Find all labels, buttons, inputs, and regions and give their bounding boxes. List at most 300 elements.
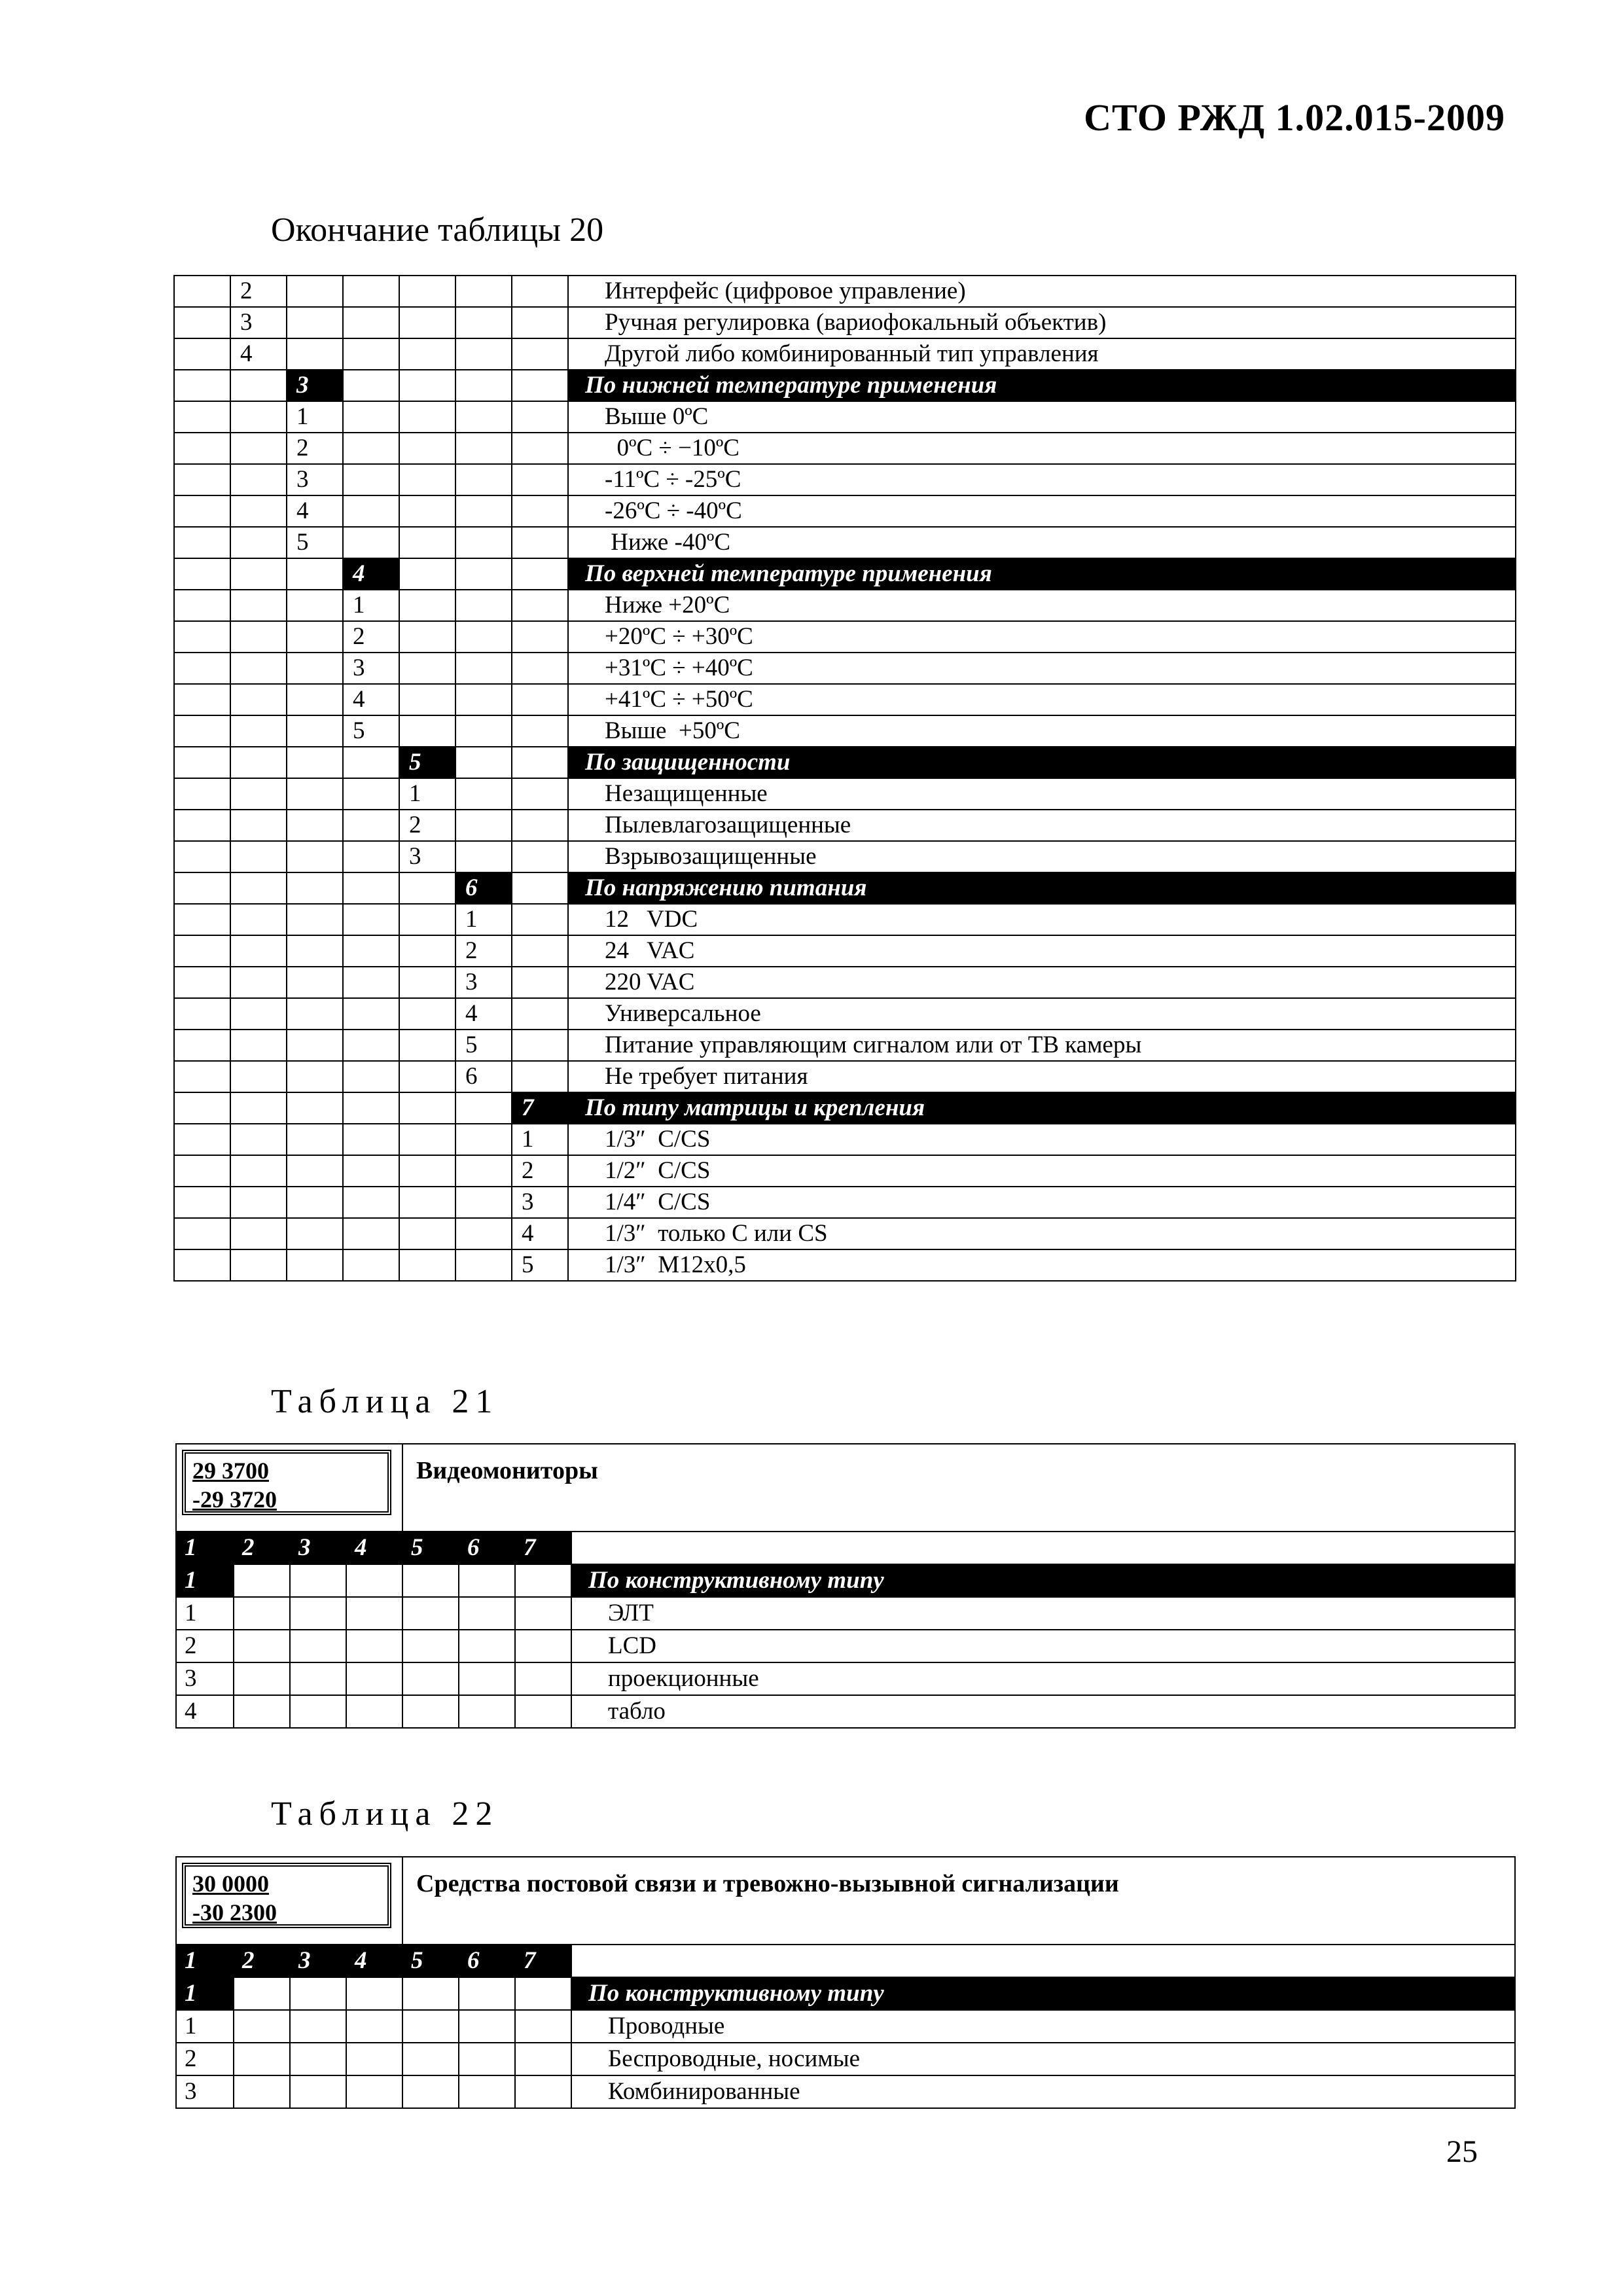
table-section-row — [174, 1092, 1516, 1124]
empty-cell — [512, 904, 568, 935]
code-cell: 3 — [512, 1187, 568, 1218]
table-row — [174, 904, 1516, 935]
empty-cell — [512, 433, 568, 464]
empty-cell — [343, 998, 399, 1030]
table21 — [175, 1443, 1516, 1729]
empty-cell — [455, 558, 512, 590]
code-cell: 3 — [230, 307, 287, 338]
empty-cell — [343, 370, 399, 401]
empty-cell — [234, 1564, 290, 1597]
empty-cell — [459, 1564, 515, 1597]
empty-cell — [515, 1630, 571, 1662]
empty-cell — [230, 778, 287, 810]
table22-code-box — [182, 1863, 391, 1928]
section-title: По верхней температуре применения — [568, 558, 1516, 590]
empty-cell — [512, 276, 568, 307]
code-cell: 3 — [399, 841, 455, 872]
empty-cell — [346, 2043, 402, 2075]
empty-cell — [287, 1061, 343, 1092]
description-cell: Беспроводные, носимые — [571, 2043, 1515, 2075]
empty-cell — [346, 2075, 402, 2108]
empty-cell — [174, 433, 230, 464]
empty-cell — [459, 1977, 515, 2010]
empty-cell — [174, 1124, 230, 1155]
empty-cell — [174, 998, 230, 1030]
empty-cell — [230, 967, 287, 998]
empty-cell — [455, 715, 512, 747]
empty-cell — [512, 307, 568, 338]
empty-cell — [455, 307, 512, 338]
description-cell: 24 VAC — [568, 935, 1516, 967]
code-cell: 1 — [512, 1124, 568, 1155]
empty-cell — [455, 527, 512, 558]
table-row — [174, 1124, 1516, 1155]
table-row — [176, 1662, 1515, 1695]
empty-cell — [402, 1564, 459, 1597]
column-number: 7 — [515, 1945, 571, 1977]
column-number: 3 — [290, 1945, 346, 1977]
empty-cell — [287, 558, 343, 590]
empty-cell — [571, 1945, 1515, 1977]
empty-cell — [455, 1124, 512, 1155]
table20-caption: Окончание таблицы 20 — [271, 211, 604, 249]
column-number: 7 — [515, 1532, 571, 1564]
empty-cell — [512, 558, 568, 590]
empty-cell — [174, 684, 230, 715]
empty-cell — [287, 904, 343, 935]
description-cell: Пылевлагозащищенные — [568, 810, 1516, 841]
empty-cell — [399, 967, 455, 998]
empty-cell — [512, 778, 568, 810]
table-row — [174, 527, 1516, 558]
description-cell: Ниже +20ºC — [568, 590, 1516, 621]
empty-cell — [230, 747, 287, 778]
column-number: 6 — [459, 1532, 515, 1564]
empty-cell — [287, 935, 343, 967]
empty-cell — [174, 370, 230, 401]
empty-cell — [402, 1597, 459, 1630]
empty-cell — [399, 872, 455, 904]
empty-cell — [343, 1155, 399, 1187]
empty-cell — [287, 338, 343, 370]
empty-cell — [399, 433, 455, 464]
empty-cell — [512, 841, 568, 872]
empty-cell — [174, 558, 230, 590]
empty-cell — [399, 1218, 455, 1249]
empty-cell — [290, 1662, 346, 1695]
empty-cell — [343, 872, 399, 904]
table-section-row — [174, 370, 1516, 401]
empty-cell — [455, 338, 512, 370]
empty-cell — [399, 401, 455, 433]
empty-cell — [402, 1695, 459, 1728]
empty-cell — [343, 904, 399, 935]
empty-cell — [402, 2010, 459, 2043]
table-section-row — [176, 1564, 1515, 1597]
empty-cell — [174, 1030, 230, 1061]
description-cell: Незащищенные — [568, 778, 1516, 810]
description-cell: ЭЛТ — [571, 1597, 1515, 1630]
table-row — [174, 653, 1516, 684]
empty-cell — [287, 1124, 343, 1155]
description-cell: 1/3″ C/CS — [568, 1124, 1516, 1155]
table-row — [174, 433, 1516, 464]
table-row — [174, 841, 1516, 872]
empty-cell — [287, 1155, 343, 1187]
section-title: По типу матрицы и крепления — [568, 1092, 1516, 1124]
description-cell: +31ºC ÷ +40ºC — [568, 653, 1516, 684]
table-row — [174, 1155, 1516, 1187]
empty-cell — [399, 307, 455, 338]
empty-cell — [343, 1030, 399, 1061]
empty-cell — [455, 810, 512, 841]
description-cell: Выше 0ºC — [568, 401, 1516, 433]
empty-cell — [512, 338, 568, 370]
description-cell: Ручная регулировка (вариофокальный объектив) — [568, 307, 1516, 338]
empty-cell — [230, 558, 287, 590]
table-row — [174, 1218, 1516, 1249]
empty-cell — [230, 527, 287, 558]
empty-cell — [174, 590, 230, 621]
code-cell: 1 — [287, 401, 343, 433]
empty-cell — [455, 370, 512, 401]
empty-cell — [290, 2043, 346, 2075]
empty-cell — [512, 1061, 568, 1092]
code-cell: 4 — [343, 684, 399, 715]
empty-cell — [346, 2010, 402, 2043]
empty-cell — [399, 904, 455, 935]
empty-cell — [343, 747, 399, 778]
empty-cell — [230, 810, 287, 841]
empty-cell — [174, 810, 230, 841]
empty-cell — [230, 872, 287, 904]
empty-cell — [399, 558, 455, 590]
empty-cell — [512, 495, 568, 527]
code-cell: 2 — [455, 935, 512, 967]
empty-cell — [174, 747, 230, 778]
empty-cell — [174, 276, 230, 307]
code-cell: 3 — [287, 370, 343, 401]
empty-cell — [399, 1092, 455, 1124]
table21-caption: Таблица 21 — [271, 1383, 499, 1420]
empty-cell — [455, 464, 512, 495]
table-row — [174, 495, 1516, 527]
empty-cell — [174, 1249, 230, 1281]
empty-cell — [287, 810, 343, 841]
empty-cell — [402, 1662, 459, 1695]
table-row — [174, 967, 1516, 998]
empty-cell — [399, 1061, 455, 1092]
empty-cell — [343, 1092, 399, 1124]
table-row — [174, 276, 1516, 307]
column-number: 5 — [402, 1532, 459, 1564]
empty-cell — [174, 1061, 230, 1092]
empty-cell — [234, 1662, 290, 1695]
description-cell: Универсальное — [568, 998, 1516, 1030]
table-section-row — [176, 1977, 1515, 2010]
empty-cell — [230, 495, 287, 527]
empty-cell — [343, 810, 399, 841]
description-cell: Питание управляющим сигналом или от ТВ камеры — [568, 1030, 1516, 1061]
code-cell: 4 — [176, 1695, 234, 1728]
empty-cell — [287, 747, 343, 778]
empty-cell — [230, 684, 287, 715]
empty-cell — [234, 1597, 290, 1630]
empty-cell — [174, 1187, 230, 1218]
code-cell: 3 — [176, 2075, 234, 2108]
empty-cell — [515, 1662, 571, 1695]
empty-cell — [287, 276, 343, 307]
empty-cell — [455, 1218, 512, 1249]
empty-cell — [399, 653, 455, 684]
empty-cell — [512, 1030, 568, 1061]
description-cell: Комбинированные — [571, 2075, 1515, 2108]
empty-cell — [512, 810, 568, 841]
empty-cell — [459, 1630, 515, 1662]
empty-cell — [343, 276, 399, 307]
empty-cell — [287, 621, 343, 653]
empty-cell — [290, 2075, 346, 2108]
empty-cell — [571, 1532, 1515, 1564]
empty-cell — [399, 370, 455, 401]
empty-cell — [174, 904, 230, 935]
table-section-row — [174, 558, 1516, 590]
empty-cell — [343, 433, 399, 464]
empty-cell — [287, 778, 343, 810]
code-cell: 1 — [176, 2010, 234, 2043]
document-code-header: СТО РЖД 1.02.015-2009 — [1084, 96, 1505, 139]
column-number: 6 — [459, 1945, 515, 1977]
code-cell: 6 — [455, 1061, 512, 1092]
empty-cell — [287, 307, 343, 338]
empty-cell — [230, 433, 287, 464]
empty-cell — [234, 1695, 290, 1728]
empty-cell — [399, 495, 455, 527]
code-cell: 1 — [343, 590, 399, 621]
empty-cell — [515, 1977, 571, 2010]
section-title: По конструктивному типу — [571, 1977, 1515, 2010]
code-cell: 2 — [512, 1155, 568, 1187]
empty-cell — [459, 1597, 515, 1630]
empty-cell — [402, 1630, 459, 1662]
empty-cell — [230, 653, 287, 684]
empty-cell — [459, 2075, 515, 2108]
empty-cell — [230, 401, 287, 433]
empty-cell — [512, 621, 568, 653]
empty-cell — [230, 1249, 287, 1281]
table-row — [174, 715, 1516, 747]
description-cell: Выше +50ºC — [568, 715, 1516, 747]
empty-cell — [399, 684, 455, 715]
description-cell: Проводные — [571, 2010, 1515, 2043]
empty-cell — [346, 1564, 402, 1597]
code-cell: 1 — [399, 778, 455, 810]
empty-cell — [343, 495, 399, 527]
table-row — [174, 621, 1516, 653]
table22-code-cell — [176, 1857, 402, 1945]
empty-cell — [174, 621, 230, 653]
empty-cell — [455, 433, 512, 464]
empty-cell — [230, 935, 287, 967]
description-cell: -26ºC ÷ -40ºC — [568, 495, 1516, 527]
empty-cell — [174, 841, 230, 872]
table-row — [176, 1630, 1515, 1662]
empty-cell — [174, 1218, 230, 1249]
empty-cell — [287, 872, 343, 904]
empty-cell — [343, 935, 399, 967]
empty-cell — [174, 715, 230, 747]
empty-cell — [455, 590, 512, 621]
section-title: По напряжению питания — [568, 872, 1516, 904]
empty-cell — [343, 338, 399, 370]
table-row — [176, 2075, 1515, 2108]
code-cell: 3 — [287, 464, 343, 495]
empty-cell — [290, 1597, 346, 1630]
empty-cell — [455, 1187, 512, 1218]
table-row — [174, 338, 1516, 370]
empty-cell — [459, 1662, 515, 1695]
empty-cell — [459, 2010, 515, 2043]
code-cell: 5 — [287, 527, 343, 558]
table22-caption: Таблица 22 — [271, 1795, 499, 1833]
table-row — [176, 1695, 1515, 1728]
table21-code-box — [182, 1450, 391, 1515]
table-row — [176, 2043, 1515, 2075]
code-cell: 6 — [455, 872, 512, 904]
empty-cell — [343, 307, 399, 338]
empty-cell — [174, 401, 230, 433]
table-row — [174, 1030, 1516, 1061]
empty-cell — [515, 1597, 571, 1630]
description-cell: LCD — [571, 1630, 1515, 1662]
empty-cell — [234, 2043, 290, 2075]
empty-cell — [287, 1030, 343, 1061]
code-cell: 5 — [512, 1249, 568, 1281]
table-row — [174, 684, 1516, 715]
empty-cell — [346, 1977, 402, 2010]
empty-cell — [455, 621, 512, 653]
description-cell: Другой либо комбинированный тип управления — [568, 338, 1516, 370]
code-cell: 1 — [455, 904, 512, 935]
empty-cell — [459, 1695, 515, 1728]
description-cell: Взрывозащищенные — [568, 841, 1516, 872]
table21-code-from: 29 3700 — [192, 1458, 269, 1484]
empty-cell — [174, 307, 230, 338]
empty-cell — [287, 998, 343, 1030]
empty-cell — [515, 1695, 571, 1728]
empty-cell — [230, 464, 287, 495]
empty-cell — [343, 527, 399, 558]
empty-cell — [343, 1249, 399, 1281]
empty-cell — [230, 904, 287, 935]
empty-cell — [455, 276, 512, 307]
empty-cell — [287, 715, 343, 747]
table-row — [174, 590, 1516, 621]
empty-cell — [512, 715, 568, 747]
empty-cell — [174, 1155, 230, 1187]
code-cell: 2 — [343, 621, 399, 653]
description-cell: табло — [571, 1695, 1515, 1728]
description-cell: 0ºC ÷ −10ºC — [568, 433, 1516, 464]
description-cell: +20ºC ÷ +30ºC — [568, 621, 1516, 653]
empty-cell — [346, 1630, 402, 1662]
column-number: 5 — [402, 1945, 459, 1977]
table21-code-to: -29 3720 — [192, 1486, 277, 1513]
description-cell: Интерфейс (цифровое управление) — [568, 276, 1516, 307]
empty-cell — [346, 1662, 402, 1695]
empty-cell — [343, 401, 399, 433]
column-number: 4 — [346, 1532, 402, 1564]
empty-cell — [230, 998, 287, 1030]
empty-cell — [343, 1124, 399, 1155]
empty-cell — [234, 1977, 290, 2010]
empty-cell — [455, 1155, 512, 1187]
empty-cell — [343, 967, 399, 998]
empty-cell — [515, 2043, 571, 2075]
empty-cell — [287, 684, 343, 715]
column-number: 1 — [176, 1945, 234, 1977]
code-cell: 2 — [287, 433, 343, 464]
table-row — [174, 1061, 1516, 1092]
empty-cell — [455, 1092, 512, 1124]
empty-cell — [512, 967, 568, 998]
code-cell: 3 — [455, 967, 512, 998]
code-cell: 5 — [455, 1030, 512, 1061]
empty-cell — [174, 935, 230, 967]
table-row — [174, 307, 1516, 338]
code-cell: 4 — [230, 338, 287, 370]
description-cell: 220 VAC — [568, 967, 1516, 998]
empty-cell — [234, 1630, 290, 1662]
description-cell: 1/3″ только С или CS — [568, 1218, 1516, 1249]
empty-cell — [512, 464, 568, 495]
empty-cell — [174, 872, 230, 904]
empty-cell — [399, 715, 455, 747]
empty-cell — [515, 2010, 571, 2043]
empty-cell — [343, 1218, 399, 1249]
empty-cell — [346, 1597, 402, 1630]
empty-cell — [399, 464, 455, 495]
table21-code-cell — [176, 1444, 402, 1532]
empty-cell — [512, 747, 568, 778]
empty-cell — [230, 1092, 287, 1124]
empty-cell — [230, 1187, 287, 1218]
empty-cell — [402, 1977, 459, 2010]
table-row — [174, 1249, 1516, 1281]
empty-cell — [230, 1155, 287, 1187]
code-cell: 1 — [176, 1597, 234, 1630]
empty-cell — [234, 2075, 290, 2108]
empty-cell — [346, 1695, 402, 1728]
table-row — [174, 1187, 1516, 1218]
empty-cell — [287, 1187, 343, 1218]
code-cell: 4 — [512, 1218, 568, 1249]
empty-cell — [343, 778, 399, 810]
empty-cell — [399, 276, 455, 307]
empty-cell — [399, 1249, 455, 1281]
empty-cell — [230, 1061, 287, 1092]
code-cell: 2 — [176, 2043, 234, 2075]
table-row — [176, 1597, 1515, 1630]
code-cell: 2 — [176, 1630, 234, 1662]
empty-cell — [230, 1218, 287, 1249]
empty-cell — [512, 684, 568, 715]
empty-cell — [343, 841, 399, 872]
empty-cell — [399, 338, 455, 370]
empty-cell — [455, 747, 512, 778]
description-cell: -11ºC ÷ -25ºC — [568, 464, 1516, 495]
description-cell: проекционные — [571, 1662, 1515, 1695]
